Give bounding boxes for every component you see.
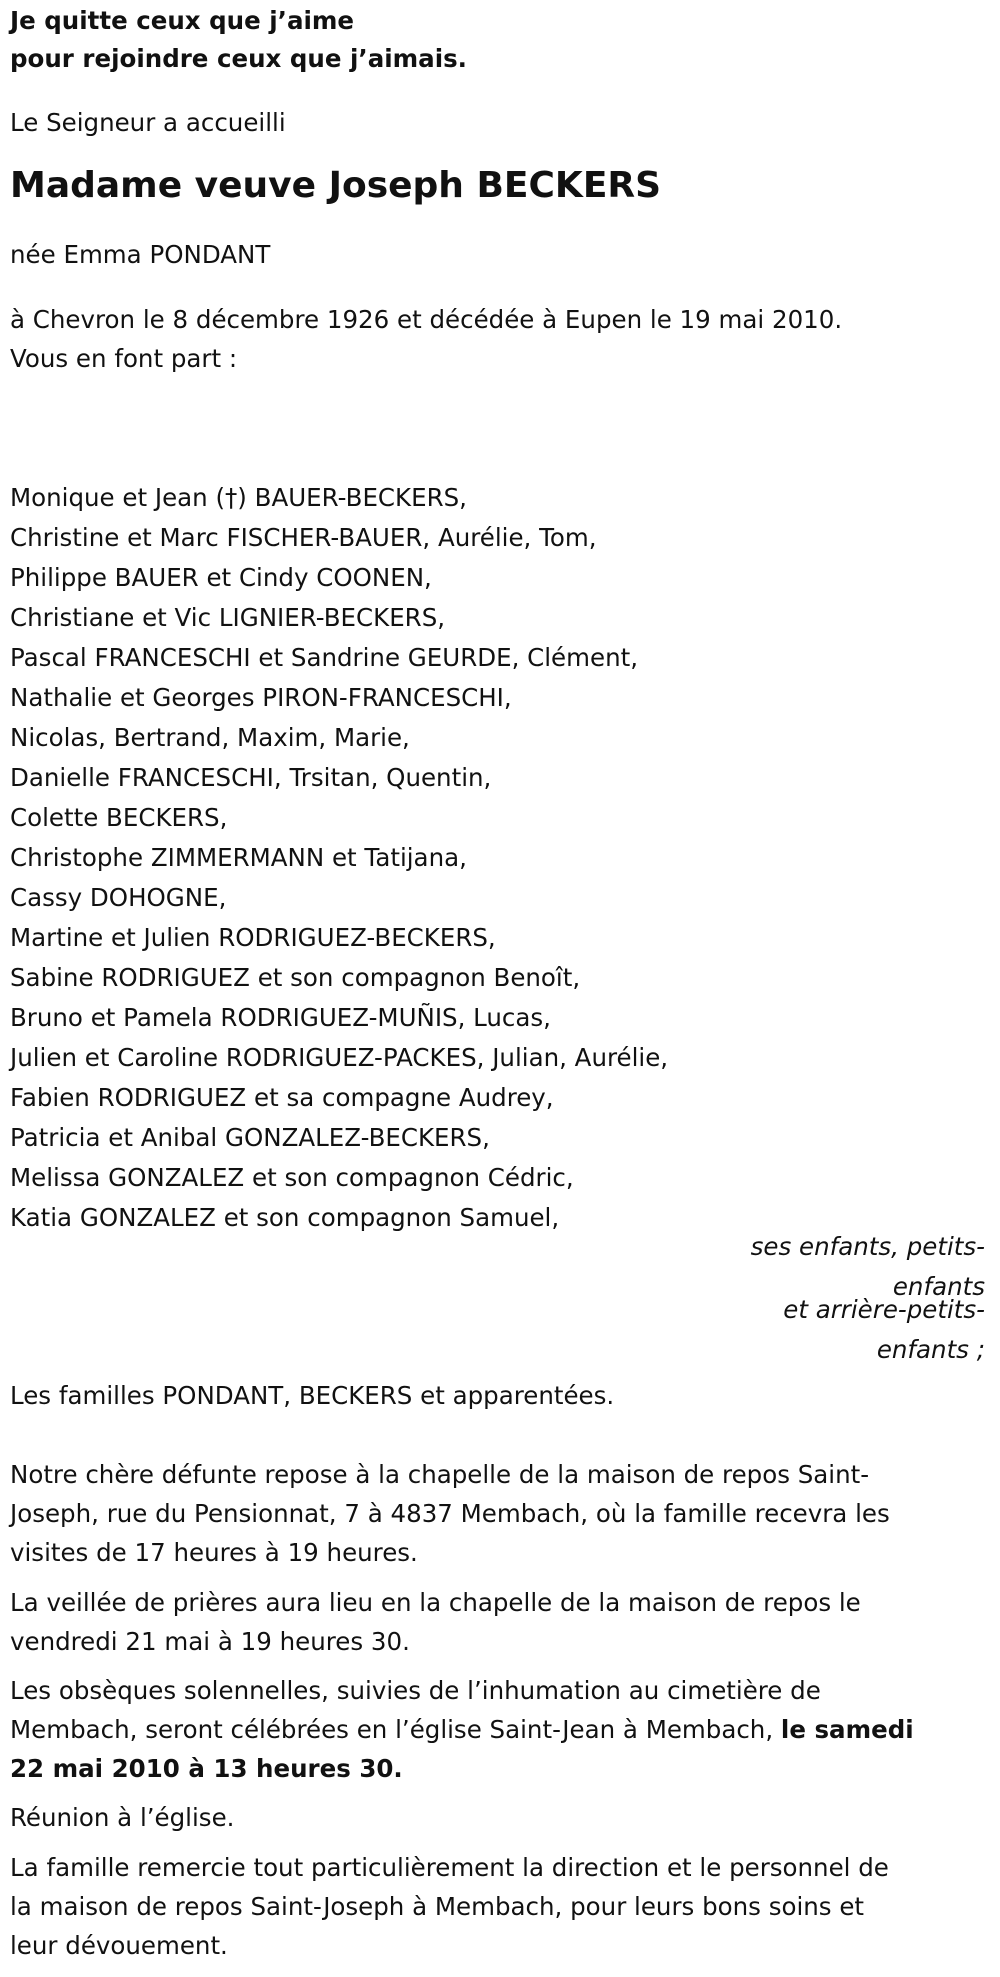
rest-line-2: Joseph, rue du Pensionnat, 7 à 4837 Membach, où la famille recevra les bbox=[10, 1499, 890, 1528]
epitaph-line-1: Je quitte ceux que j’aime bbox=[10, 6, 355, 35]
funeral-line-1: Les obsèques solennelles, suivies de l’inhumation au cimetière de bbox=[10, 1676, 821, 1705]
family-member: Christiane et Vic LIGNIER-BECKERS, bbox=[10, 603, 446, 632]
family-member: Christophe ZIMMERMANN et Tatijana, bbox=[10, 843, 467, 872]
thanks-line-3: leur dévouement. bbox=[10, 1931, 228, 1960]
vigil-line-1: La veillée de prières aura lieu en la chapelle de la maison de repos le bbox=[10, 1588, 861, 1617]
family-member: Colette BECKERS, bbox=[10, 803, 228, 832]
family-member: Nicolas, Bertrand, Maxim, Marie, bbox=[10, 723, 410, 752]
family-member: Monique et Jean (†) BAUER-BECKERS, bbox=[10, 483, 467, 512]
birth-death-dates: à Chevron le 8 décembre 1926 et décédée à Eupen le 19 mai 2010. bbox=[10, 305, 843, 334]
family-member: Danielle FRANCESCHI, Trsitan, Quentin, bbox=[10, 763, 492, 792]
family-member: Fabien RODRIGUEZ et sa compagne Audrey, bbox=[10, 1083, 554, 1112]
meeting-text: Réunion à l’église. bbox=[10, 1803, 235, 1832]
vigil-line-2: vendredi 21 mai à 19 heures 30. bbox=[10, 1627, 410, 1656]
obituary-notice bbox=[10, 0, 985, 1977]
thanks-line-2: la maison de repos Saint-Joseph à Membach, pour leurs bons soins et bbox=[10, 1892, 865, 1921]
announcement-text: Vous en font part : bbox=[10, 344, 238, 373]
deceased-name: Madame veuve Joseph BECKERS bbox=[10, 165, 662, 206]
family-member: Christine et Marc FISCHER-BAUER, Aurélie, Tom, bbox=[10, 523, 597, 552]
epitaph-line-2: pour rejoindre ceux que j’aimais. bbox=[10, 44, 467, 73]
funeral-line-2 bbox=[10, 1713, 914, 1747]
funeral-date-emphasis: le samedi bbox=[780, 1715, 914, 1744]
family-member: Katia GONZALEZ et son compagnon Samuel, bbox=[10, 1203, 560, 1232]
family-member: Martine et Julien RODRIGUEZ-BECKERS, bbox=[10, 923, 496, 952]
family-member: Pascal FRANCESCHI et Sandrine GEURDE, Clément, bbox=[10, 643, 638, 672]
family-member: Philippe BAUER et Cindy COONEN, bbox=[10, 563, 432, 592]
family-member: Julien et Caroline RODRIGUEZ-PACKES, Julian, Aurélie, bbox=[10, 1043, 669, 1072]
maiden-name: née Emma PONDANT bbox=[10, 240, 271, 269]
family-member: Melissa GONZALEZ et son compagnon Cédric, bbox=[10, 1163, 574, 1192]
relation-line-3: et arrière-petits- bbox=[783, 1295, 985, 1324]
intro-text: Le Seigneur a accueilli bbox=[10, 108, 286, 137]
family-member: Nathalie et Georges PIRON-FRANCESCHI, bbox=[10, 683, 512, 712]
funeral-line-3: 22 mai 2010 à 13 heures 30. bbox=[10, 1754, 403, 1783]
thanks-line-1: La famille remercie tout particulièrement la direction et le personnel de bbox=[10, 1853, 889, 1882]
funeral-line-2-text: Membach, seront célébrées en l’église Saint-Jean à Membach, bbox=[10, 1715, 781, 1744]
relation-line-1: ses enfants, petits- bbox=[750, 1232, 985, 1261]
relation-line-4: enfants ; bbox=[876, 1335, 985, 1364]
families-text: Les familles PONDANT, BECKERS et apparentées. bbox=[10, 1381, 615, 1410]
family-member: Cassy DOHOGNE, bbox=[10, 883, 227, 912]
family-member: Bruno et Pamela RODRIGUEZ-MUÑIS, Lucas, bbox=[10, 1003, 551, 1032]
family-list bbox=[10, 478, 668, 1238]
rest-line-3: visites de 17 heures à 19 heures. bbox=[10, 1538, 418, 1567]
family-member: Sabine RODRIGUEZ et son compagnon Benoît, bbox=[10, 963, 581, 992]
family-member: Patricia et Anibal GONZALEZ-BECKERS, bbox=[10, 1123, 490, 1152]
relation-line-2: enfants bbox=[892, 1272, 985, 1301]
rest-line-1: Notre chère défunte repose à la chapelle de la maison de repos Saint- bbox=[10, 1460, 870, 1489]
